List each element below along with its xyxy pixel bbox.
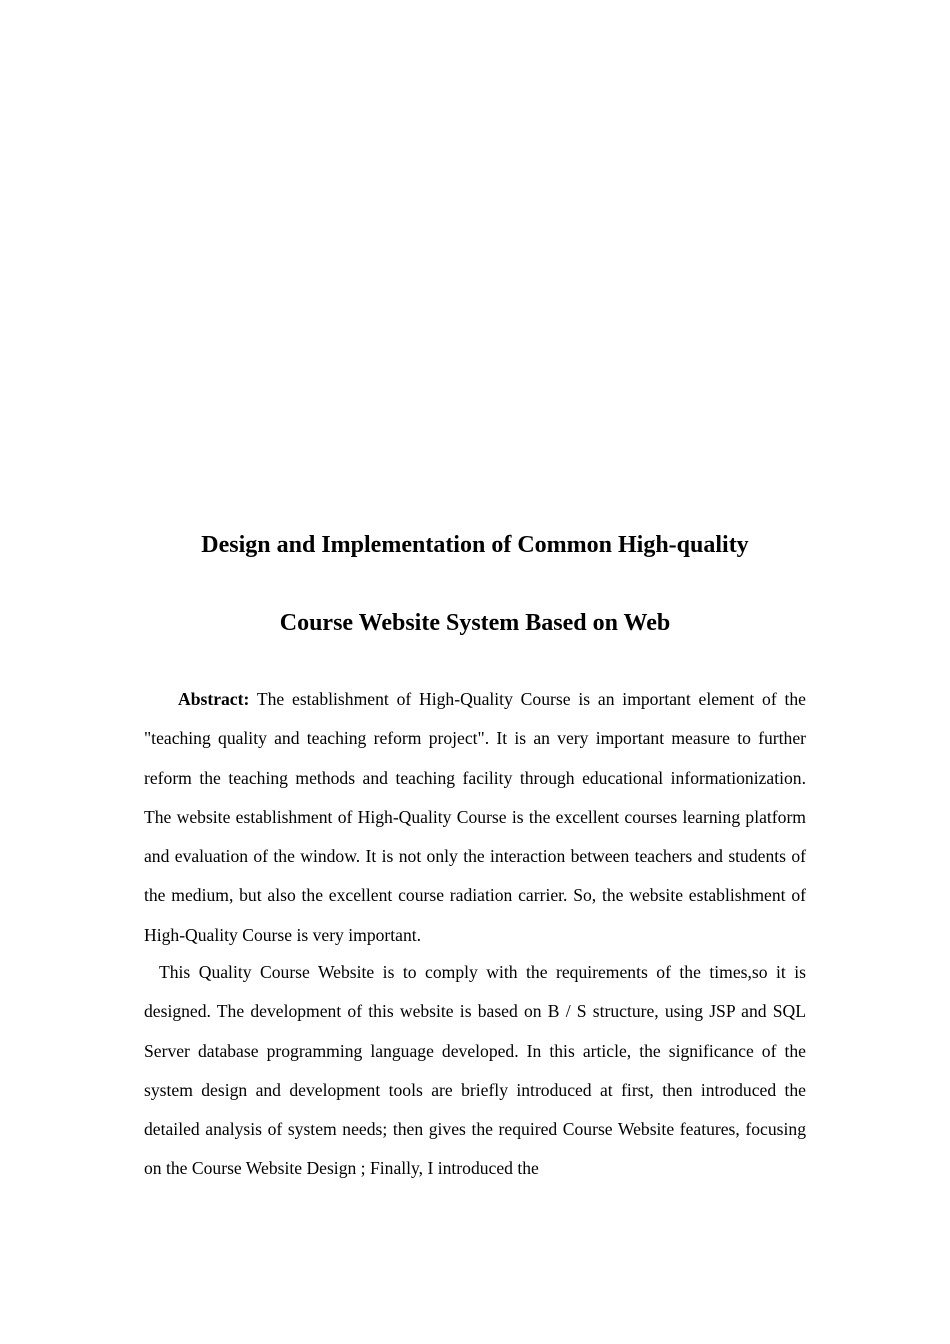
title-line-2: Course Website System Based on Web [279,610,671,636]
abstract-label: Abstract: [178,689,250,709]
abstract-text: The establishment of High-Quality Course is an important element of the "teaching quality and teaching reform project". It is an very important measure to further reform the teaching methods and teaching facility through educational informationization. The website establishment of High-Quality Course is the excellent courses learning platform and evaluation of the window. It is not only the interaction between teachers and students of the medium, but also the excellent course radiation carrier. So, the website establishment of High-Quality Course is very important. [144,689,806,945]
body-paragraph-2: This Quality Course Website is to comply with the requirements of the times,so it is designed. The development of this website is based on B / S structure, using JSP and SQL Server database programming language developed. In this article, the significance of the system design and development tools are briefly introduced at first, then introduced the detailed analysis of system needs; then gives the required Course Website features, focusing on the Course Website Design ; Finally, I introduced the [144,962,806,1179]
abstract-paragraph [144,680,806,955]
title-line-1: Design and Implementation of Common High-quality [201,532,749,558]
